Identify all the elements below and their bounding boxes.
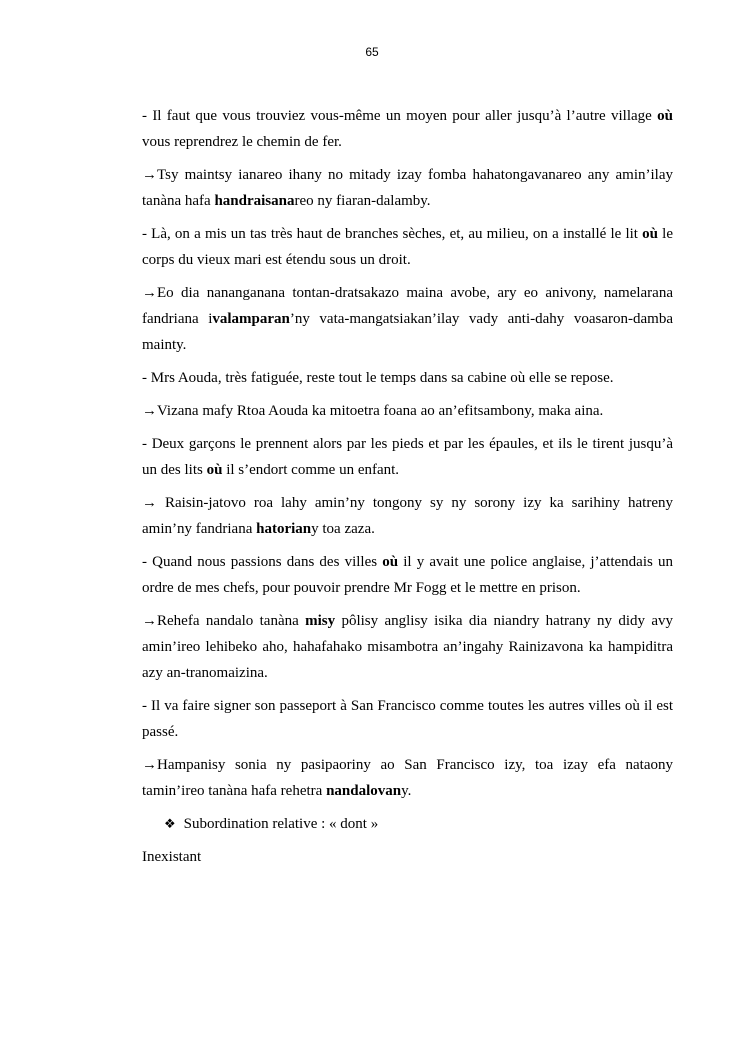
- bold-term: où: [657, 108, 673, 124]
- text-run: reo ny fiaran-dalamby.: [294, 193, 431, 209]
- text-run: →Eo dia nananganana tontan-dratsakazo maina avobe, ary eo anivony, namelarana fandriana i: [142, 285, 673, 327]
- text-run: - Mrs Aouda, très fatiguée, reste tout le temps dans sa cabine où elle se repose.: [142, 370, 614, 386]
- paragraph: [142, 549, 673, 601]
- paragraph: [142, 162, 673, 214]
- document-body: [142, 103, 673, 870]
- text-run: y toa zaza.: [311, 521, 375, 537]
- paragraph-list: [142, 103, 673, 804]
- text-run: il s’endort comme un enfant.: [222, 462, 400, 478]
- text-run: ’ny vata-mangatsiakan’ilay vady anti-dahy voasaron-damba mainty.: [142, 311, 673, 353]
- diamond-bullet-icon: ❖: [164, 816, 176, 831]
- text-run: le corps du vieux mari est étendu sous un droit.: [142, 226, 673, 268]
- bold-term: misy: [305, 613, 336, 629]
- subheading-bullet: [142, 811, 673, 837]
- bold-term: handraisana: [214, 193, 295, 209]
- text-run: y.: [401, 783, 412, 799]
- bold-term: hatorian: [256, 521, 312, 537]
- paragraph: [142, 490, 673, 542]
- paragraph: [142, 608, 673, 686]
- closing-text: Inexistant: [142, 849, 202, 865]
- bold-term: où: [642, 226, 658, 242]
- text-run: - Deux garçons le prennent alors par les pieds et par les épaules, et ils le tirent jusqu’à un des lits: [142, 436, 673, 478]
- text-run: →Tsy maintsy ianareo ihany no mitady izay fomba hahatongavanareo any amin’ilay tanàna hafa: [142, 167, 673, 209]
- text-run: - Il faut que vous trouviez vous-même un moyen pour aller jusqu’à l’autre village: [142, 108, 658, 124]
- text-run: →Vizana mafy Rtoa Aouda ka mitoetra foana ao an’efitsambony, maka aina.: [142, 403, 604, 419]
- text-run: - Quand nous passions dans des villes: [142, 554, 383, 570]
- subheading-text: Subordination relative : « dont »: [183, 816, 379, 832]
- paragraph: [142, 752, 673, 804]
- text-run: pôlisy anglisy isika dia niandry hatrany ny didy avy amin’ireo lehibeko aho, hahafahako misambotra an’ingahy Rainizavona ka hampiditra azy an-tranomaizina.: [142, 613, 673, 681]
- text-run: →Rehefa nandalo tanàna: [142, 613, 306, 629]
- paragraph: [142, 431, 673, 483]
- paragraph: [142, 221, 673, 273]
- text-run: - Il va faire signer son passeport à San Francisco comme toutes les autres villes où il est passé.: [142, 698, 673, 740]
- paragraph: [142, 280, 673, 358]
- text-run: → Raisin-jatovo roa lahy amin’ny tongony sy ny sorony izy ka sarihiny hatreny amin’ny fandriana: [142, 495, 673, 537]
- paragraph: [142, 693, 673, 745]
- paragraph: [142, 398, 673, 424]
- text-run: vous reprendrez le chemin de fer.: [142, 134, 342, 150]
- page-number: 65: [365, 45, 379, 59]
- text-run: →Hampanisy sonia ny pasipaoriny ao San Francisco izy, toa izay efa nataony tamin’ireo tanàna hafa rehetra: [142, 757, 673, 799]
- bold-term: valamparan: [212, 311, 290, 327]
- paragraph: [142, 365, 673, 391]
- paragraph: [142, 103, 673, 155]
- bold-term: où: [382, 554, 399, 570]
- text-run: il y avait une police anglaise, j’attendais un ordre de mes chefs, pour pouvoir prendre Mr Fogg et le mettre en prison.: [142, 554, 673, 596]
- bold-term: nandalovan: [326, 783, 402, 799]
- text-run: - Là, on a mis un tas très haut de branches sèches, et, au milieu, on a installé le lit: [142, 226, 643, 242]
- bold-term: où: [206, 462, 223, 478]
